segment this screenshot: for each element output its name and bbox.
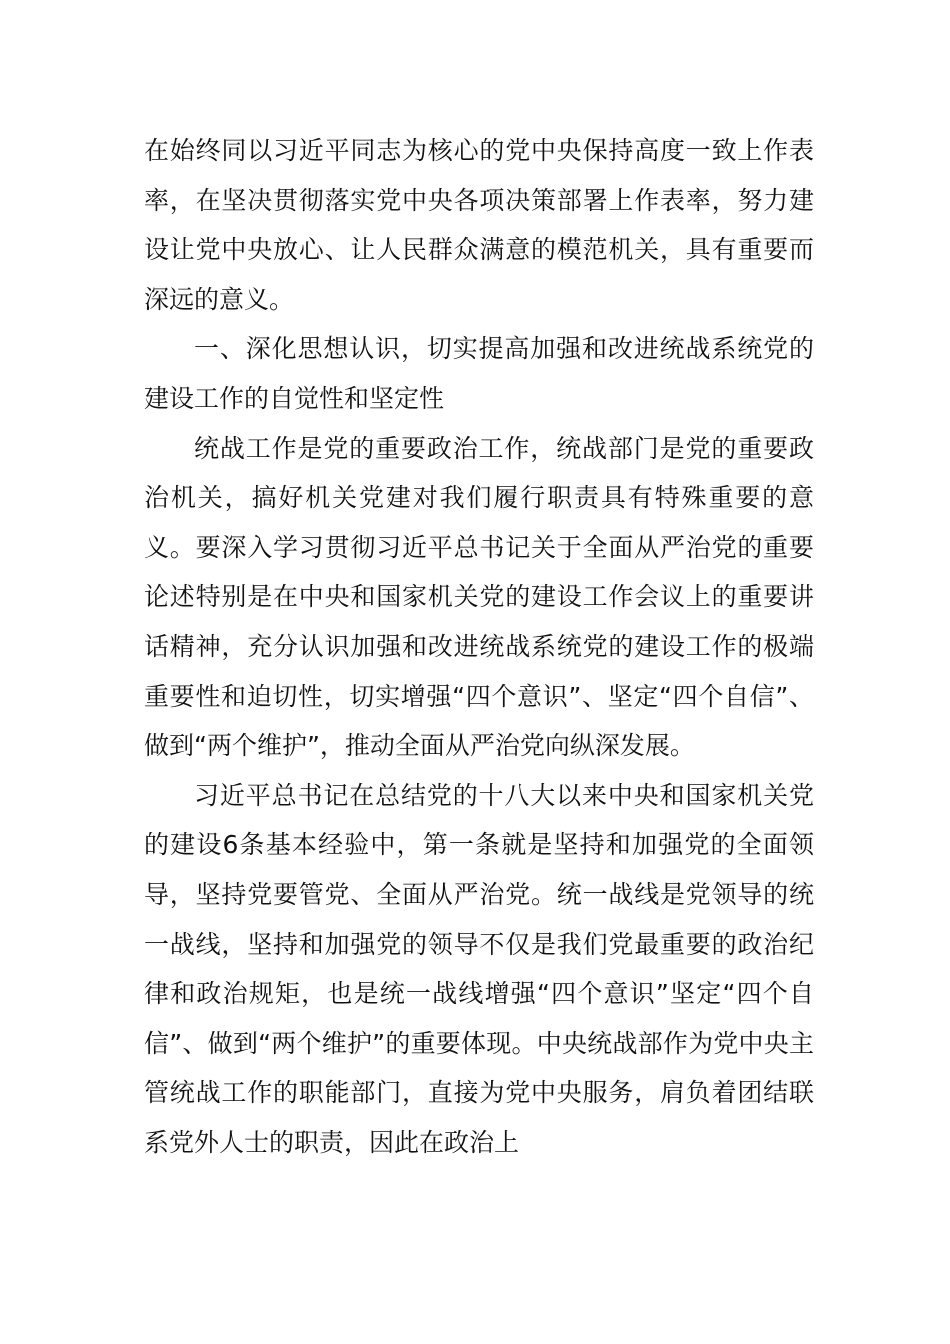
document-body xyxy=(144,126,814,1167)
section-heading: 一、深化思想认识，切实提高加强和改进统战系统党的建设工作的自觉性和坚定性 xyxy=(144,334,814,413)
paragraph-continuation: 在始终同以习近平同志为核心的党中央保持高度一致上作表率，在坚决贯彻落实党中央各项决策部署上作表率，努力建设让党中央放心、让人民群众满意的模范机关，具有重要而深远的意义。 xyxy=(144,136,814,314)
paragraph: 习近平总书记在总结党的十八大以来中央和国家机关党的建设6条基本经验中，第一条就是坚持和加强党的全面领导，坚持党要管党、全面从严治党。统一战线是党领导的统一战线，坚持和加强党的领导不仅是我们党最重要的政治纪律和政治规矩，也是统一战线增强“四个意识”坚定“四个自信”、做到“两个维护”的重要体现。中央统战部作为党中央主管统战工作的职能部门，直接为党中央服务，肩负着团结联系党外人士的职责，因此在政治上 xyxy=(144,780,814,1157)
paragraph: 统战工作是党的重要政治工作，统战部门是党的重要政治机关，搞好机关党建对我们履行职责具有特殊重要的意义。要深入学习贯彻习近平总书记关于全面从严治党的重要论述特别是在中央和国家机关党的建设工作会议上的重要讲话精神，充分认识加强和改进统战系统党的建设工作的极端重要性和迫切性，切实增强“四个意识”、坚定“四个自信”、做到“两个维护”，推动全面从严治党向纵深发展。 xyxy=(144,433,814,761)
